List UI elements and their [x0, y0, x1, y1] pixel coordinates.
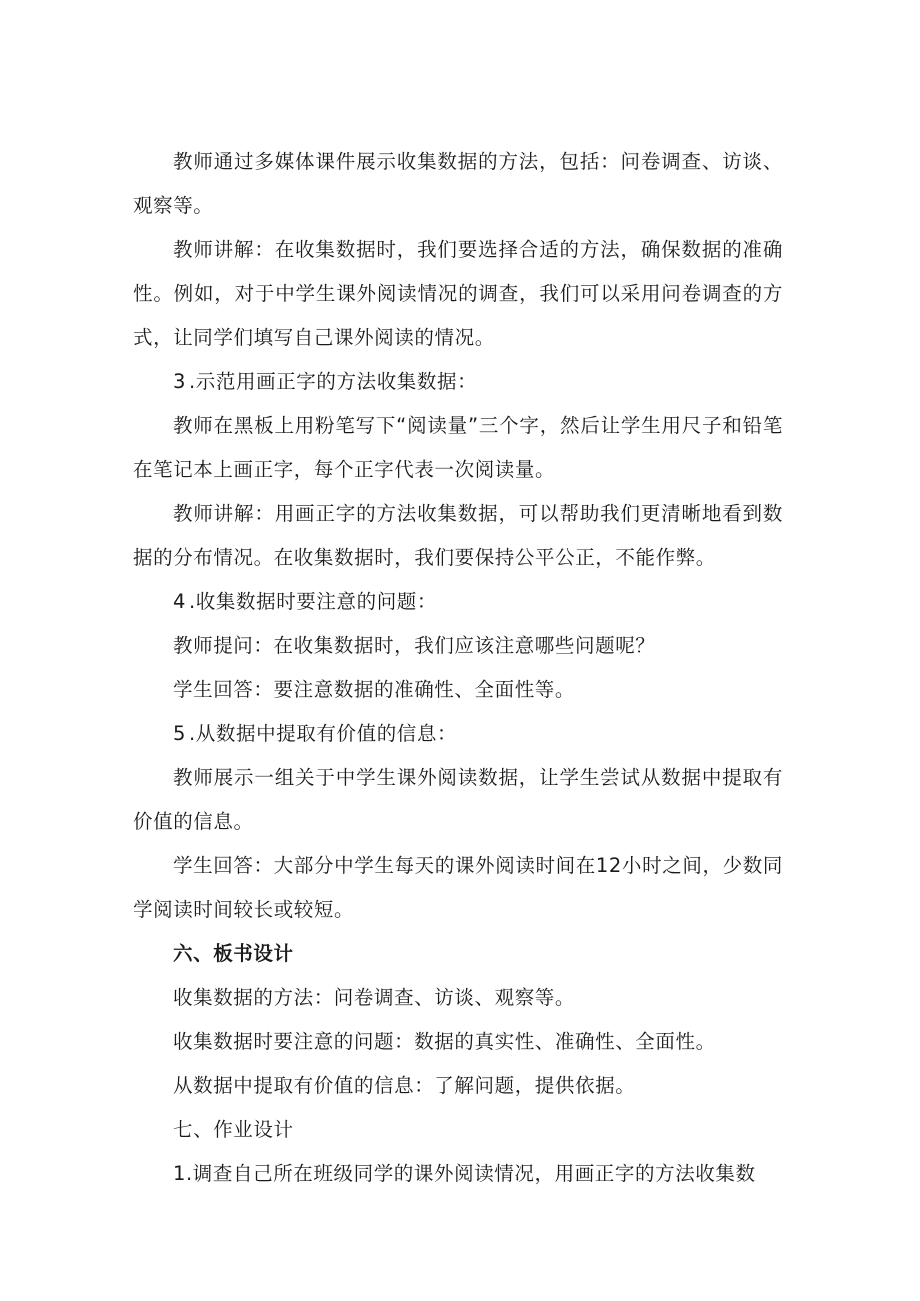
section-heading: 七、作业设计 — [173, 1118, 294, 1141]
paragraph: 从数据中提取有价值的信息：了解问题，提供依据。 — [173, 1074, 636, 1097]
section-heading: 六、板书设计 — [173, 942, 294, 965]
list-number: 3 — [173, 370, 187, 393]
paragraph: 教师展示一组关于中学生课外阅读数据，让学生尝试从数据中提取有价值的信息。 — [133, 766, 783, 833]
paragraph: 学生回答：大部分中学生每天的课外阅读时间在12小时之间，少数同学阅读时间较长或较短。 — [133, 854, 783, 921]
paragraph: 收集数据时要注意的问题：数据的真实性、准确性、全面性。 — [173, 1030, 716, 1053]
paragraph: 1.调查自己所在班级同学的课外阅读情况，用画正字的方法收集数 — [173, 1162, 756, 1185]
paragraph: 收集数据的方法：问卷调查、访谈、观察等。 — [173, 986, 576, 1009]
paragraph: 教师通过多媒体课件展示收集数据的方法，包括：问卷调查、访谈、观察等。 — [133, 150, 783, 217]
paragraph: 教师在黑板上用粉笔写下“阅读量”三个字，然后让学生用尺子和铅笔在笔记本上画正字，每个正字代表一次阅读量。 — [133, 414, 783, 481]
list-item — [133, 360, 783, 404]
list-item-text: .从数据中提取有价值的信息： — [189, 722, 458, 745]
list-item-text: .示范用画正字的方法收集数据： — [189, 370, 478, 393]
paragraph: 教师讲解：在收集数据时，我们要选择合适的方法，确保数据的准确性。例如，对于中学生课外阅读情况的调查，我们可以采用问卷调查的方式，让同学们填写自己课外阅读的情况。 — [133, 238, 783, 349]
paragraph: 教师提问：在收集数据时，我们应该注意哪些问题呢？ — [173, 634, 656, 657]
paragraph: 教师讲解：用画正字的方法收集数据，可以帮助我们更清晰地看到数据的分布情况。在收集数据时，我们要保持公平公正，不能作弊。 — [133, 502, 783, 569]
list-item — [133, 580, 783, 624]
paragraph: 学生回答：要注意数据的准确性、全面性等。 — [173, 678, 576, 701]
list-item — [133, 712, 783, 756]
list-number: 5 — [173, 722, 187, 745]
list-number: 4 — [173, 590, 187, 613]
list-item-text: .收集数据时要注意的问题： — [189, 590, 437, 613]
document-body — [133, 140, 783, 1196]
